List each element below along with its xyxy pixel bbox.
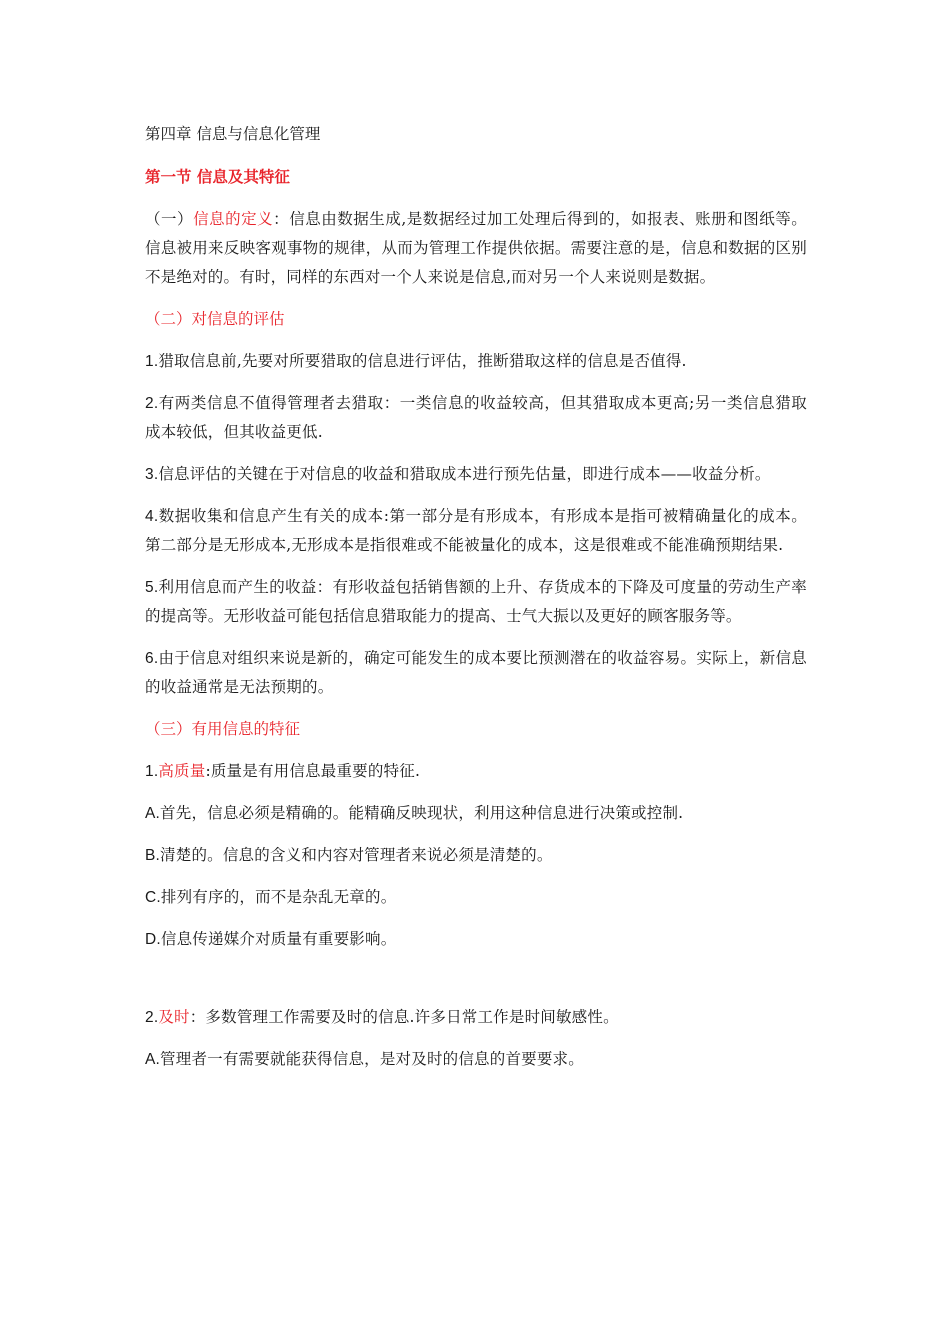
timely-paragraph bbox=[145, 1003, 807, 1032]
timely-item-a bbox=[145, 1045, 807, 1074]
item-text: 由于信息对组织来说是新的，确定可能发生的成本要比预测潜在的收益容易。实际上，新信息的收益通常是无法预期的。 bbox=[145, 649, 807, 696]
evaluation-item-3 bbox=[145, 460, 807, 489]
chapter-title: 第四章 信息与信息化管理 bbox=[145, 125, 321, 143]
document-body bbox=[145, 120, 807, 1087]
evaluation-item-1 bbox=[145, 347, 807, 376]
quality-item-c bbox=[145, 883, 807, 912]
quality-item-d bbox=[145, 925, 807, 954]
item-number: 6. bbox=[145, 650, 159, 667]
item-number: 3. bbox=[145, 466, 159, 483]
evaluation-item-4 bbox=[145, 502, 807, 560]
item-text: 信息传递媒介对质量有重要影响。 bbox=[160, 930, 397, 948]
definition-paragraph bbox=[145, 205, 807, 292]
timely-term: 及时 bbox=[158, 1008, 190, 1026]
evaluation-heading: （二）对信息的评估 bbox=[145, 310, 285, 328]
item-number: 1. bbox=[145, 763, 159, 780]
definition-text: ：信息由数据生成,是数据经过加工处理后得到的，如报表、账册和图纸等。信息被用来反映客观事物的规律，从而为管理工作提供依据。需要注意的是，信息和数据的区别不是绝对的。有时，同样的东西对一个人来说是信息,而对另一个人来说则是数据。 bbox=[145, 210, 807, 286]
evaluation-item-5 bbox=[145, 573, 807, 631]
quality-text: :质量是有用信息最重要的特征. bbox=[205, 762, 421, 780]
item-number: 5. bbox=[145, 579, 159, 596]
item-text: 数据收集和信息产生有关的成本:第一部分是有形成本，有形成本是指可被精确量化的成本。第二部分是无形成本,无形成本是指很难或不能被量化的成本，这是很难或不能准确预期结果. bbox=[145, 507, 807, 554]
item-text: 清楚的。信息的含义和内容对管理者来说必须是清楚的。 bbox=[160, 846, 553, 864]
useful-info-heading: （三）有用信息的特征 bbox=[145, 720, 301, 738]
item-text: 猎取信息前,先要对所要猎取的信息进行评估，推断猎取这样的信息是否值得. bbox=[158, 352, 687, 370]
quality-term: 高质量 bbox=[158, 762, 206, 780]
evaluation-item-2 bbox=[145, 389, 807, 447]
definition-term: 信息的定义 bbox=[193, 210, 274, 228]
item-text: 信息评估的关键在于对信息的收益和猎取成本进行预先估量，即进行成本——收益分析。 bbox=[158, 465, 771, 483]
quality-item-a bbox=[145, 799, 807, 828]
item-text: 首先，信息必须是精确的。能精确反映现状，利用这种信息进行决策或控制. bbox=[160, 804, 684, 822]
item-text: 管理者一有需要就能获得信息，是对及时的信息的首要要求。 bbox=[160, 1050, 584, 1068]
item-number: 4. bbox=[145, 508, 159, 525]
item-letter: A. bbox=[145, 805, 161, 822]
item-number: 1. bbox=[145, 353, 159, 370]
item-letter: D. bbox=[145, 931, 161, 948]
item-text: 有两类信息不值得管理者去猎取：一类信息的收益较高，但其猎取成本更高;另一类信息猎取成本较低，但其收益更低. bbox=[145, 394, 807, 441]
quality-item-b bbox=[145, 841, 807, 870]
section-title: 第一节 信息及其特征 bbox=[145, 168, 290, 186]
item-number: 2. bbox=[145, 395, 159, 412]
item-letter: C. bbox=[145, 889, 161, 906]
evaluation-item-6 bbox=[145, 644, 807, 702]
item-text: 排列有序的，而不是杂乱无章的。 bbox=[160, 888, 397, 906]
item-number: 2. bbox=[145, 1009, 159, 1026]
item-letter: B. bbox=[145, 847, 161, 864]
timely-text: ：多数管理工作需要及时的信息.许多日常工作是时间敏感性。 bbox=[189, 1008, 619, 1026]
blank-line bbox=[145, 967, 807, 1003]
quality-paragraph bbox=[145, 757, 807, 786]
item-letter: A. bbox=[145, 1051, 161, 1068]
definition-prefix: （一） bbox=[145, 210, 194, 228]
item-text: 利用信息而产生的收益：有形收益包括销售额的上升、存货成本的下降及可度量的劳动生产率的提高等。无形收益可能包括信息猎取能力的提高、士气大振以及更好的顾客服务等。 bbox=[145, 578, 807, 625]
